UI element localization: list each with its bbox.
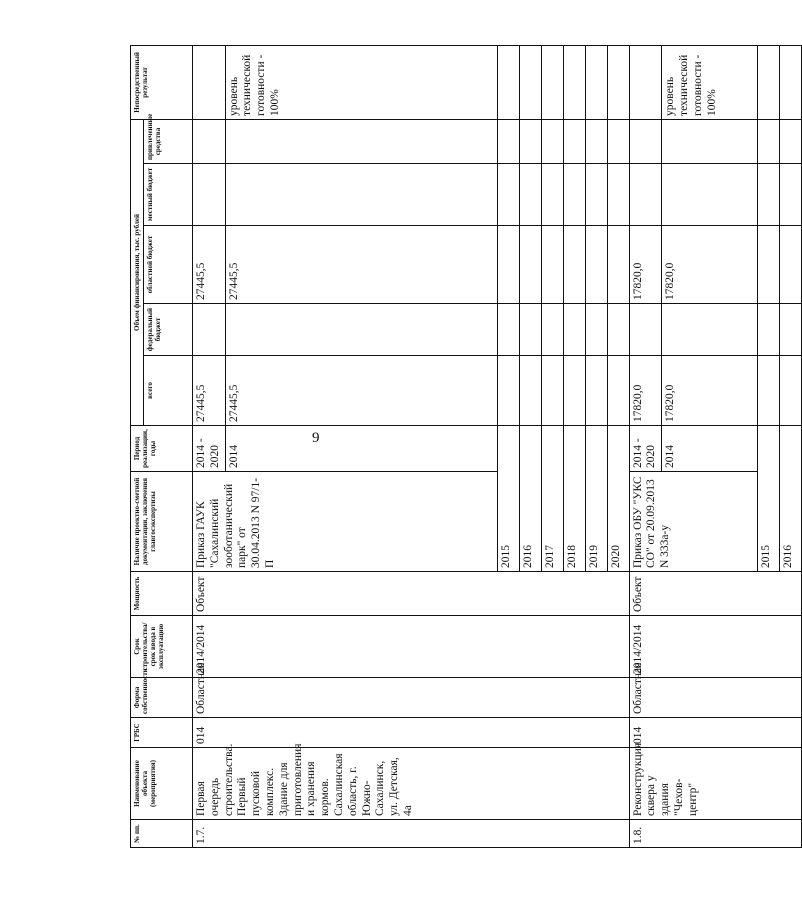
table-row: [629, 45, 662, 847]
header-local: местный бюджет: [144, 164, 193, 226]
total-cell: [585, 356, 607, 426]
period-cell: 2014 - 2020: [193, 426, 226, 472]
regional-cell: [585, 226, 607, 304]
regional-cell: 17820,0: [629, 226, 662, 304]
header-total: всего: [144, 356, 193, 426]
local-cell: [780, 164, 802, 226]
result-cell: [193, 45, 226, 119]
period-cell: 2016: [780, 426, 802, 572]
regional-cell: 27445,5: [225, 226, 497, 304]
attracted-cell: [563, 119, 585, 163]
local-cell: [193, 164, 226, 226]
total-cell: [758, 356, 780, 426]
regional-cell: [519, 226, 541, 304]
local-cell: [225, 164, 497, 226]
period-cell: 2015: [758, 426, 780, 572]
local-cell: [541, 164, 563, 226]
local-cell: [585, 164, 607, 226]
program-table: [130, 45, 802, 848]
project-docs: Приказ ГАУК "Сахалинский зооботанический парк" от 30.04.2013 N 97/1-П: [193, 472, 498, 572]
result-cell: [607, 45, 629, 119]
object-name: Первая очередь строительства. Первый пусковой комплекс. Здание для приготовления и хранения кормов. Сахалинская область, г. Южно-Сахалинск, ул. Детская, 4а: [193, 748, 630, 820]
regional-cell: [563, 226, 585, 304]
result-cell: уровень технической готовности - 100%: [225, 45, 497, 119]
period-cell: 2014: [225, 426, 497, 472]
period-cell: 2014 - 2020: [629, 426, 662, 472]
total-cell: [563, 356, 585, 426]
attracted-cell: [225, 119, 497, 163]
federal-cell: [758, 304, 780, 356]
federal-cell: [585, 304, 607, 356]
table-row: [193, 45, 226, 847]
attracted-cell: [629, 119, 662, 163]
total-cell: 17820,0: [662, 356, 758, 426]
federal-cell: [662, 304, 758, 356]
capacity: Объект: [629, 572, 802, 616]
attracted-cell: [541, 119, 563, 163]
period-cell: 2020: [607, 426, 629, 572]
local-cell: [629, 164, 662, 226]
grbs-code: 014: [193, 718, 630, 748]
regional-cell: [758, 226, 780, 304]
table-body: [193, 45, 802, 847]
federal-cell: [541, 304, 563, 356]
total-cell: [607, 356, 629, 426]
period-cell: 2015: [497, 426, 519, 572]
local-cell: [662, 164, 758, 226]
row-num: 1.8.: [629, 820, 802, 848]
local-cell: [607, 164, 629, 226]
regional-cell: [780, 226, 802, 304]
result-cell: [780, 45, 802, 119]
regional-cell: 27445,5: [193, 226, 226, 304]
attracted-cell: [780, 119, 802, 163]
total-cell: [780, 356, 802, 426]
result-cell: уровень технической готовности - 100%: [662, 45, 758, 119]
header-num: № пп.: [131, 820, 193, 848]
project-docs: Приказ ОБУ "УКС СО" от 20.09.2013 N 333а-у: [629, 472, 758, 572]
federal-cell: [193, 304, 226, 356]
result-cell: [629, 45, 662, 119]
federal-cell: [563, 304, 585, 356]
federal-cell: [607, 304, 629, 356]
regional-cell: [607, 226, 629, 304]
federal-cell: [780, 304, 802, 356]
attracted-cell: [758, 119, 780, 163]
object-name: Реконструкция сквера у здания "Чехов-центр": [629, 748, 802, 820]
period-cell: 2014: [662, 426, 758, 472]
period-cell: 2016: [519, 426, 541, 572]
result-cell: [541, 45, 563, 119]
regional-cell: [541, 226, 563, 304]
attracted-cell: [585, 119, 607, 163]
result-cell: [497, 45, 519, 119]
federal-cell: [225, 304, 497, 356]
table-header: [131, 45, 193, 847]
header-term: Срок строительства/ срок ввода в эксплуатацию: [131, 616, 193, 678]
attracted-cell: [497, 119, 519, 163]
total-cell: [541, 356, 563, 426]
result-cell: [758, 45, 780, 119]
period-cell: 2017: [541, 426, 563, 572]
header-period: Период реализации, годы: [131, 426, 193, 472]
header-result: Непосредственный результат: [131, 45, 193, 119]
attracted-cell: [519, 119, 541, 163]
header-ownership: Форма собственности: [131, 678, 193, 718]
local-cell: [563, 164, 585, 226]
attracted-cell: [662, 119, 758, 163]
total-cell: 27445,5: [225, 356, 497, 426]
period-cell: 2019: [585, 426, 607, 572]
federal-cell: [629, 304, 662, 356]
federal-cell: [497, 304, 519, 356]
regional-cell: 17820,0: [662, 226, 758, 304]
header-name: Наименование объекта (мероприятия): [131, 748, 193, 820]
ownership-form: Областная: [629, 678, 802, 718]
regional-cell: [497, 226, 519, 304]
attracted-cell: [607, 119, 629, 163]
total-cell: 17820,0: [629, 356, 662, 426]
attracted-cell: [193, 119, 226, 163]
local-cell: [519, 164, 541, 226]
header-grbs: ГРБС: [131, 718, 193, 748]
rotated-table-container: [130, 46, 795, 848]
construction-term: 2014/2014: [193, 616, 630, 678]
header-capacity: Мощность: [131, 572, 193, 616]
construction-term: 2014/2014: [629, 616, 802, 678]
local-cell: [497, 164, 519, 226]
header-federal: федеральный бюджет: [144, 304, 193, 356]
total-cell: [497, 356, 519, 426]
header-funding: Объем финансирования, тыс. рублей: [131, 119, 144, 425]
local-cell: [758, 164, 780, 226]
total-cell: [519, 356, 541, 426]
row-num: 1.7.: [193, 820, 630, 848]
header-attracted: привлеченные средства: [144, 119, 193, 163]
header-regional: областной бюджет: [144, 226, 193, 304]
period-cell: 2018: [563, 426, 585, 572]
table-wrap: [130, 46, 795, 848]
federal-cell: [519, 304, 541, 356]
ownership-form: Областная: [193, 678, 630, 718]
header-docs: Наличие проектно-сметной документации, заключения главгосэкспертизы: [131, 472, 193, 572]
total-cell: 27445,5: [193, 356, 226, 426]
result-cell: [563, 45, 585, 119]
result-cell: [519, 45, 541, 119]
result-cell: [585, 45, 607, 119]
page-number: 9: [312, 430, 320, 446]
grbs-code: 014: [629, 718, 802, 748]
capacity: Объект: [193, 572, 630, 616]
